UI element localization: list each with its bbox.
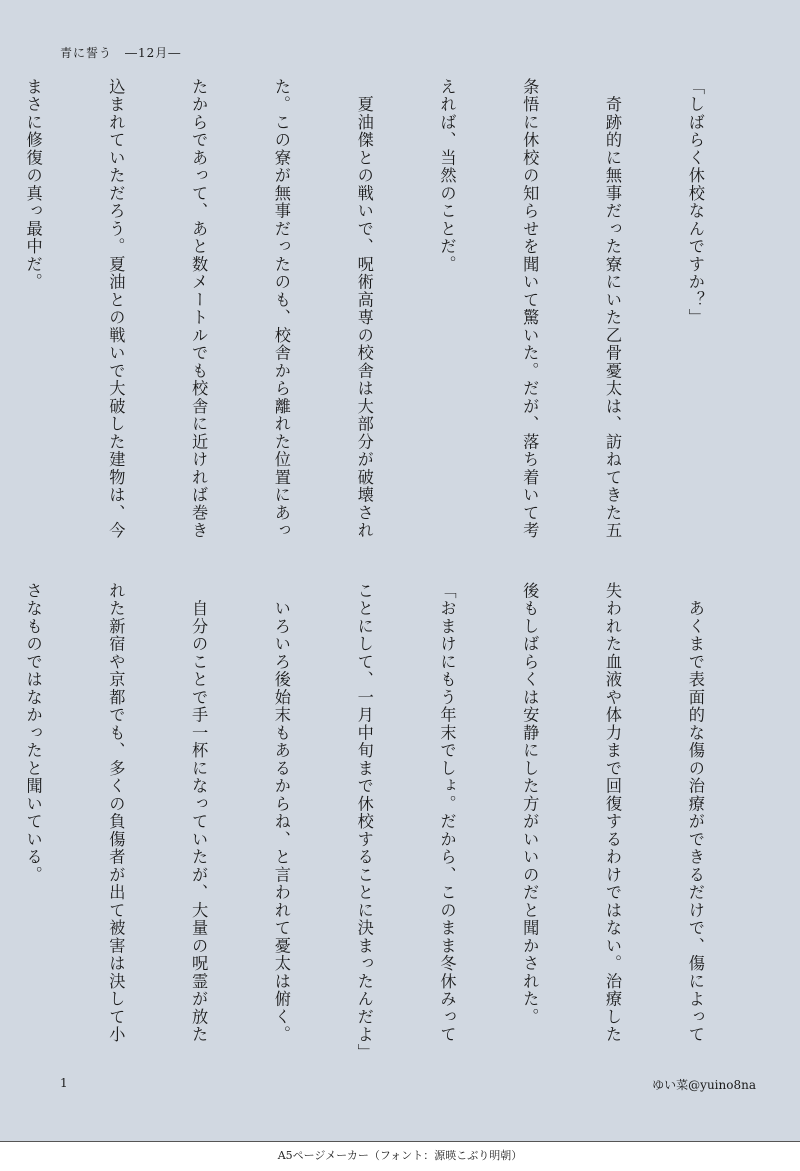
text-line: 奇跡的に無事だった寮にいた乙骨憂太は、訪ねてきた五 (603, 78, 623, 540)
text-line: 「しばらく休校なんですか？」 (685, 78, 705, 327)
text-line: た。この寮が無事だったのも、校舎から離れた位置にあっ (271, 78, 291, 540)
generator-caption: A5ページメーカー（フォント：源暎こぶり明朝） (277, 1149, 523, 1162)
page-number: 1 (60, 1076, 68, 1090)
body-text-lower (0, 582, 764, 1062)
body-text-upper (0, 78, 764, 548)
text-line: 込まれていただろう。夏油との戦いで大破した建物は、今 (106, 78, 126, 540)
text-line: 自分のことで手一杯になっていたが、大量の呪霊が放た (189, 582, 209, 1044)
text-line: 失われた血液や体力まで回復するわけではない。治療した (603, 582, 623, 1044)
text-line: まさに修復の真っ最中だ。 (23, 78, 43, 291)
text-line: ことにして、一月中旬まで休校することに決まったんだよ」 (354, 582, 374, 1062)
text-line: 条悟に休校の知らせを聞いて驚いた。だが、落ち着いて考 (520, 78, 540, 540)
text-line: たからであって、あと数メートルでも校舎に近ければ巻き (189, 78, 209, 540)
text-line: 「おまけにもう年末でしょ。だから、このまま冬休みって (437, 582, 457, 1044)
text-line: 夏油傑との戦いで、呪術高専の校舎は大部分が破壊され (354, 78, 374, 540)
text-line: いろいろ後始末もあるからね、と言われて憂太は俯く。 (271, 582, 291, 1044)
text-line: えれば、当然のことだ。 (437, 78, 457, 274)
text-line: あくまで表面的な傷の治療ができるだけで、傷によって (685, 582, 705, 1044)
running-head: 青に誓う ―12月― (60, 46, 182, 60)
text-line: れた新宿や京都でも、多くの負傷者が出て被害は決して小 (106, 582, 126, 1044)
text-line: 後もしばらくは安静にした方がいいのだと聞かされた。 (520, 582, 540, 1026)
text-line: さなものではなかったと聞いている。 (23, 582, 43, 884)
author-credit: ゆい菜@yuino8na (652, 1078, 756, 1092)
